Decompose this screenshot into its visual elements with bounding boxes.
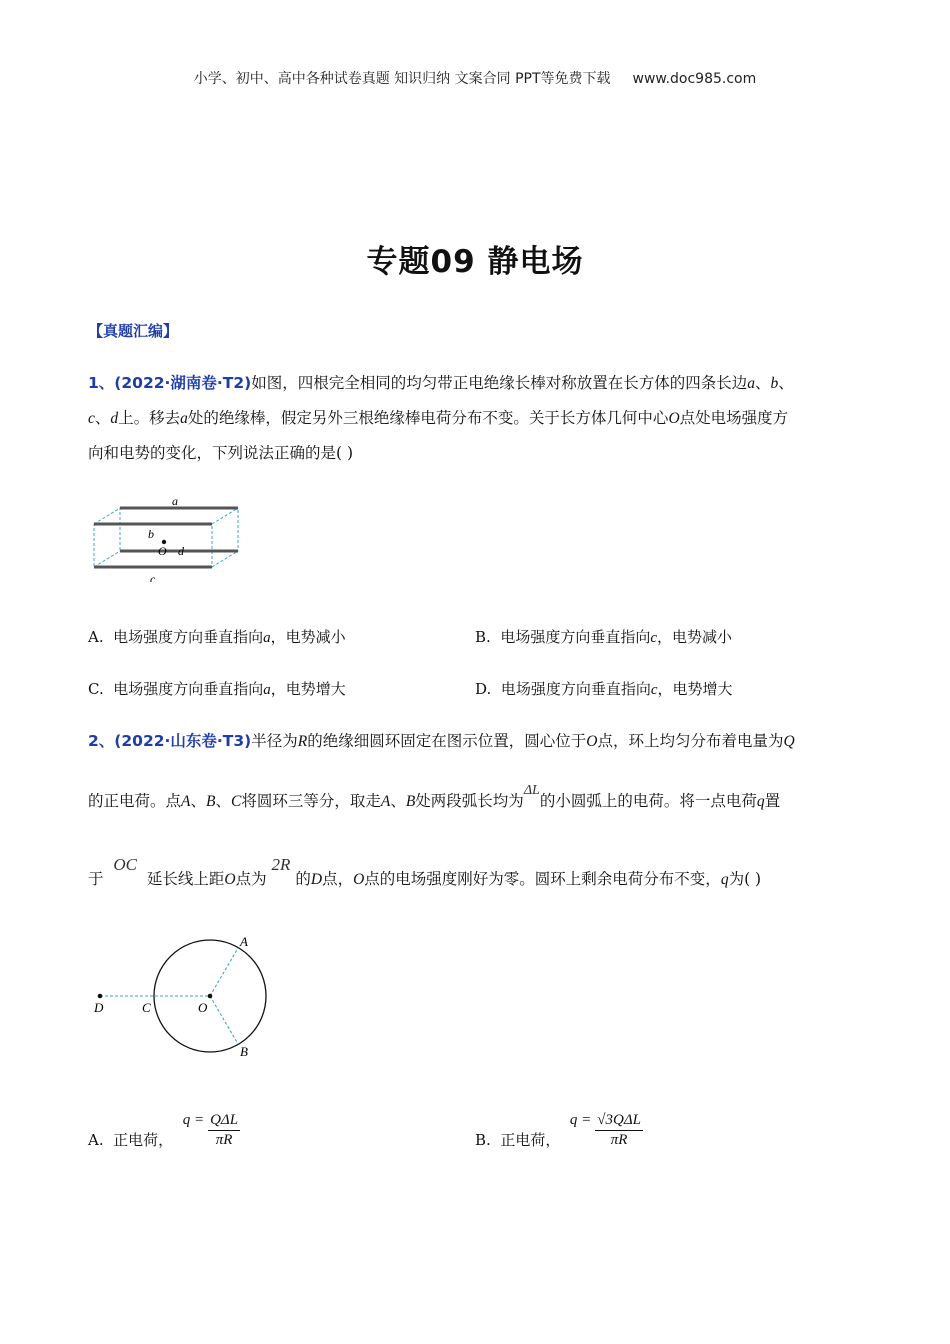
q2-line-2: [88, 784, 863, 820]
header-site: www.doc985.com: [632, 71, 757, 87]
label-O: O: [158, 544, 167, 558]
q2-math-dL: ΔL: [523, 783, 540, 798]
option-var: c: [650, 630, 658, 646]
q1-line-2: [88, 401, 863, 436]
label-A: A: [240, 934, 248, 949]
page-title: 专题09 静电场: [366, 244, 584, 280]
q2-sep: 、: [215, 792, 231, 810]
q2-figure-ring: [86, 928, 286, 1068]
q2-var: R: [297, 733, 308, 750]
q2-var: q: [720, 871, 729, 888]
q2-var: Q: [783, 733, 795, 750]
option-label: A.: [88, 1130, 104, 1149]
q1-text: 上。移去: [118, 409, 181, 427]
question-1: [88, 366, 863, 470]
q1-text-1: 如图，四根完全相同的均匀带正电绝缘长棒对称放置在长方体的四条长边: [251, 374, 748, 392]
option-text: ，电势增大: [270, 680, 346, 698]
q2-var: D: [310, 871, 323, 888]
q2-text: 点，环上均匀分布着电量为: [597, 732, 784, 750]
label-c: c: [150, 572, 156, 582]
q1-option-a[interactable]: [88, 626, 346, 647]
label-b: b: [148, 527, 154, 541]
q2-var: O: [224, 871, 236, 888]
q1-var: b: [770, 375, 779, 392]
q2-sep: 、: [390, 792, 406, 810]
q2-text: 置: [764, 792, 781, 810]
label-D: D: [94, 1000, 104, 1015]
q2-text: 为( ): [728, 870, 762, 888]
q2-var: C: [230, 793, 242, 810]
q2-var: A: [380, 793, 391, 810]
fraction-denominator: πR: [215, 1132, 233, 1148]
q1-sep: 、: [755, 374, 771, 392]
q1-sep: 、: [778, 374, 794, 392]
q2-text: 的: [295, 870, 311, 888]
q1-option-d[interactable]: [475, 678, 733, 699]
option-label: B.: [475, 628, 491, 646]
q2-text: 将圆环三等分，取走: [241, 792, 381, 810]
q2-text: 处两段弧长均为: [415, 792, 524, 810]
page-header: [0, 68, 950, 88]
point-D: [98, 994, 103, 999]
option-text: 正电荷，: [500, 1130, 561, 1149]
option-label: C.: [88, 680, 104, 698]
option-lhs: q =: [182, 1112, 205, 1128]
q1-var: a: [747, 375, 755, 392]
label-O: O: [198, 1000, 208, 1015]
q2-source: 2、(2022·山东卷·T3): [88, 732, 252, 750]
q2-math-2R: 2R: [271, 855, 291, 874]
q2-var: O: [353, 871, 365, 888]
label-d: d: [178, 544, 184, 558]
q1-var: O: [668, 410, 680, 427]
section-heading: 【真题汇编】: [88, 322, 179, 340]
option-fraction: [208, 1112, 240, 1149]
q2-option-a[interactable]: [88, 1112, 240, 1149]
q2-text: 半径为: [251, 732, 298, 750]
q2-var: O: [586, 733, 598, 750]
option-text: ，电势增大: [657, 680, 733, 698]
q2-text: 点的电场强度刚好为零。圆环上剩余电荷分布不变，: [364, 870, 721, 888]
q1-text: 处的绝缘棒，假定另外三根绝缘棒电荷分布不变。关于长方体几何中心: [187, 409, 669, 427]
question-2: [88, 724, 863, 759]
q2-var: A: [181, 793, 191, 810]
q1-var: a: [180, 410, 188, 427]
q1-line-1: [88, 366, 863, 401]
point-O: [208, 994, 213, 999]
q2-text: 点为: [235, 870, 267, 888]
ring-dashed-lines: [100, 948, 238, 1044]
q1-source: 1、(2022·湖南卷·T2): [88, 374, 252, 392]
q1-option-c[interactable]: [88, 678, 346, 699]
option-text: 电场强度方向垂直指向: [500, 628, 651, 646]
option-text: ，电势减小: [270, 628, 346, 646]
option-label: B.: [475, 1130, 491, 1149]
q2-text: 的绝缘细圆环固定在图示位置，圆心位于: [307, 732, 587, 750]
option-text: 电场强度方向垂直指向: [113, 680, 264, 698]
option-var: c: [650, 682, 658, 698]
q1-var: c: [88, 410, 95, 427]
option-label: A.: [88, 628, 104, 646]
q1-text: 点处电场强度方: [679, 409, 789, 427]
q2-text: 于: [88, 870, 104, 888]
label-C: C: [142, 1000, 151, 1015]
fraction-denominator: πR: [610, 1132, 628, 1148]
option-text: 电场强度方向垂直指向: [113, 628, 264, 646]
fraction-numerator: QΔL: [208, 1112, 240, 1131]
q2-var: B: [206, 793, 216, 810]
q1-line-3: 向和电势的变化，下列说法正确的是( ): [88, 444, 354, 462]
q2-text: 的正电荷。点: [88, 792, 182, 810]
q2-text: 点，: [322, 870, 354, 888]
q2-text: 的小圆弧上的电荷。将一点电荷: [539, 792, 757, 810]
option-var: a: [263, 682, 271, 698]
q1-option-b[interactable]: [475, 626, 732, 647]
option-lhs: q =: [569, 1112, 592, 1128]
q2-sep: 、: [190, 792, 206, 810]
label-a: a: [172, 494, 178, 508]
charged-rods: [94, 508, 238, 567]
q2-line-3: [88, 855, 863, 897]
option-text: ，电势减小: [657, 628, 733, 646]
q2-var: q: [756, 793, 765, 810]
q1-sep: 、: [94, 409, 111, 427]
q2-text: 延长线上距: [146, 870, 225, 888]
option-label: D.: [475, 680, 492, 698]
q2-var: B: [405, 793, 416, 810]
q1-var: d: [110, 410, 119, 427]
header-text: 小学、初中、高中各种试卷真题 知识归纳 文案合同 PPT等免费下载: [193, 71, 611, 87]
q2-line-1: [88, 724, 863, 759]
cuboid-dashed-edges: [94, 508, 238, 567]
option-var: a: [263, 630, 271, 646]
q2-math-OC: OC: [113, 855, 137, 874]
q1-figure-cuboid: [86, 492, 246, 582]
option-fraction: [595, 1112, 643, 1149]
fraction-numerator: √3QΔL: [595, 1112, 643, 1131]
q2-option-b[interactable]: [475, 1112, 643, 1149]
option-text: 正电荷，: [113, 1130, 174, 1149]
label-B: B: [240, 1044, 248, 1059]
option-text: 电场强度方向垂直指向: [500, 680, 651, 698]
